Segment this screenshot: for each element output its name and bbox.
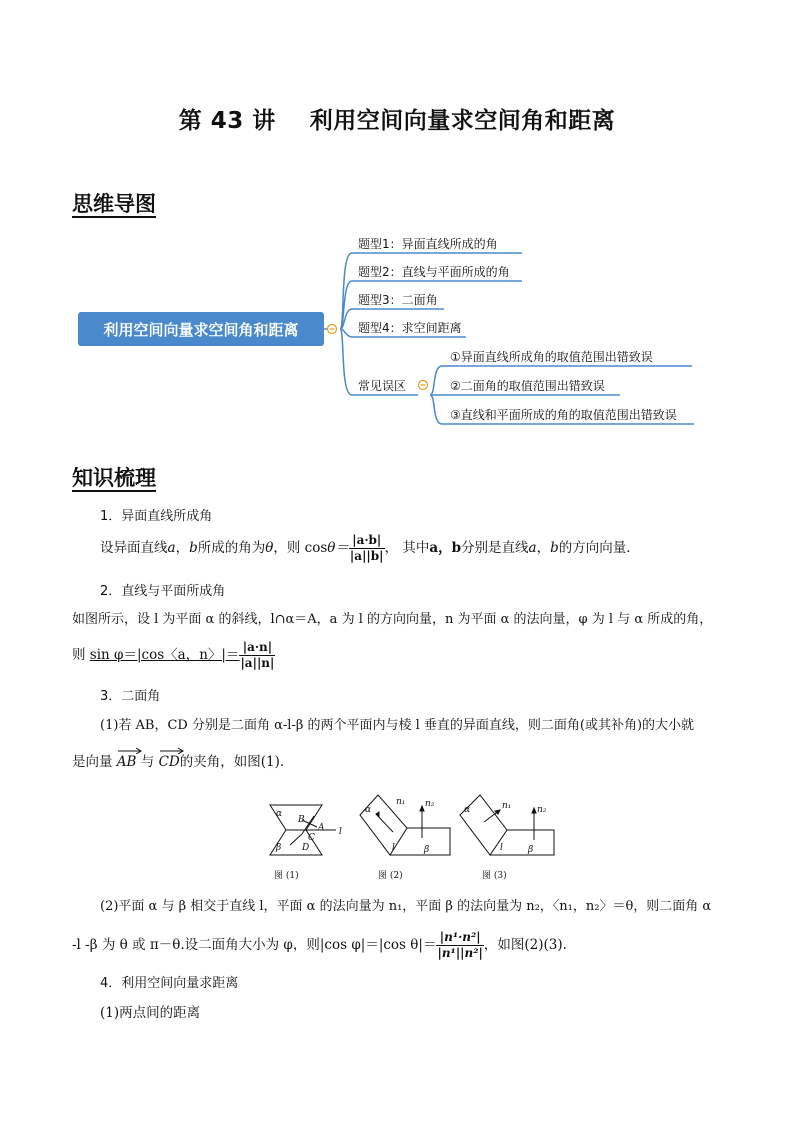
mindmap-branch-1: 题型1：异面直线所成的角 [358, 237, 498, 251]
fraction [349, 533, 385, 564]
text: 与 [140, 754, 155, 770]
fig1-label: C [308, 833, 315, 843]
lecture-title: 利用空间向量求空间角和距离 [309, 108, 616, 134]
mindmap-error-3: ③直线和平面所成的角的取值范围出错致误 [450, 408, 677, 422]
fraction [436, 930, 483, 961]
section-mindmap-heading: 思维导图 [72, 192, 156, 216]
text: ， 其中 [384, 540, 430, 556]
text: AB [116, 754, 137, 770]
distance-sub1: (1)两点间的距离 [100, 1005, 201, 1021]
fig3-label: n₂ [537, 805, 547, 815]
figure-1 [270, 805, 342, 855]
fig2-label: n₁ [396, 797, 406, 807]
text: CD [158, 754, 180, 770]
dihedral-p2-line2 [72, 930, 567, 961]
text: -l -β 为 θ 或 π－θ.设二面角大小为 φ，则|cos φ|＝|cos θ|＝ [72, 937, 437, 953]
mindmap-error-2: ②二面角的取值范围出错致误 [450, 379, 605, 393]
dihedral-p2-line1: (2)平面 α 与 β 相交于直线 l，平面 α 的法向量为 n₁，平面 β 的法向量为 n₂，〈n₁，n₂〉＝θ，则二面角 α [100, 899, 712, 914]
dihedral-p1-line2 [72, 752, 293, 772]
text: b [550, 540, 559, 556]
figure-3 [460, 795, 554, 855]
text: 分别是直线 [461, 540, 529, 556]
figure-caption-2: 图 (2) [378, 871, 403, 881]
mindmap-branch-4: 题型4：求空间距离 [358, 321, 462, 335]
heading-skew-lines-angle: 1．异面直线所成角 [100, 509, 213, 524]
vector-arrow-icon [117, 746, 143, 754]
text: 所成的角为 [197, 540, 266, 556]
text: 的方向向量． [558, 540, 640, 556]
fig1-label: A [318, 823, 325, 833]
formula-skew-lines [100, 533, 640, 564]
numerator: |n¹·n²| [436, 930, 483, 946]
mindmap-branch-5: 常见误区 [358, 379, 407, 393]
numerator: |a·b| [349, 533, 385, 549]
text: sin φ＝|cos〈a，n〉|＝ [89, 647, 240, 663]
figure-2 [360, 795, 450, 855]
text: ， [175, 540, 190, 556]
text: ，则 cos [273, 540, 328, 556]
section-knowledge-heading: 知识梳理 [72, 466, 156, 490]
mindmap-root-node: 利用空间向量求空间角和距离 [78, 312, 324, 346]
heading-dihedral-angle: 3．二面角 [100, 689, 161, 704]
var-theta: θ [265, 540, 274, 556]
fig3-label: n₁ [502, 801, 512, 811]
fig1-label: B [298, 815, 305, 825]
formula-line-plane [72, 640, 275, 671]
mindmap-branch-3: 题型3：二面角 [358, 293, 438, 307]
denominator: |n¹||n²| [437, 946, 483, 960]
text: 的夹角，如图(1)． [179, 754, 294, 770]
vector-ab [117, 752, 137, 772]
fig3-label: α [464, 805, 471, 815]
var-b: b [189, 540, 198, 556]
denominator: |a||n| [240, 656, 275, 670]
fig2-label: β [424, 845, 430, 855]
text: a [528, 540, 537, 556]
dihedral-p1-line1: (1)若 AB，CD 分别是二面角 α-l-β 的两个平面内与棱 l 垂直的异面直线，则二面角(或其补角)的大小就 [100, 718, 695, 733]
fig2-label: l [392, 843, 395, 853]
text: 设异面直线 [100, 540, 168, 556]
heading-distance: 4．利用空间向量求距离 [100, 976, 239, 991]
collapse-icon [419, 381, 428, 390]
mindmap-branch-2: 题型2：直线与平面所成的角 [358, 265, 510, 279]
fig2-label: n₂ [425, 799, 435, 809]
text: ， [536, 540, 551, 556]
dihedral-figures [262, 790, 562, 882]
lecture-number: 第 43 讲 [178, 108, 276, 134]
text: a，b [429, 540, 462, 556]
text: 则 [72, 647, 86, 663]
fig2-label: α [365, 805, 372, 815]
fig1-label: l [339, 827, 342, 837]
text: ，如图(2)(3). [483, 937, 567, 953]
vector-cd [159, 752, 180, 772]
figure-caption-1: 图 (1) [274, 871, 299, 881]
numerator: |a·n| [239, 640, 275, 656]
text: 是向量 [72, 754, 113, 770]
vector-arrow-icon [159, 746, 185, 754]
mindmap-error-1: ①异面直线所成角的取值范围出错致误 [450, 350, 653, 364]
figure-caption-3: 图 (3) [482, 871, 507, 881]
line-plane-desc: 如图所示，设 l 为平面 α 的斜线，l∩α＝A，a 为 l 的方向向量，n 为平面 α 的法向量，φ 为 l 与 α 所成的角， [72, 612, 713, 627]
fig1-label: α [276, 809, 283, 819]
var-a: a [167, 540, 176, 556]
heading-line-plane-angle: 2．直线与平面所成角 [100, 584, 226, 599]
denominator: |a||b| [349, 549, 384, 563]
fig3-label: l [500, 843, 503, 853]
fig3-label: β [528, 845, 534, 855]
text: θ＝ [327, 540, 349, 556]
fraction [239, 640, 275, 671]
fig1-label: D [302, 843, 310, 853]
fig1-label: β [276, 843, 282, 853]
mindmap-connectors [0, 0, 794, 440]
collapse-icon [328, 325, 337, 334]
